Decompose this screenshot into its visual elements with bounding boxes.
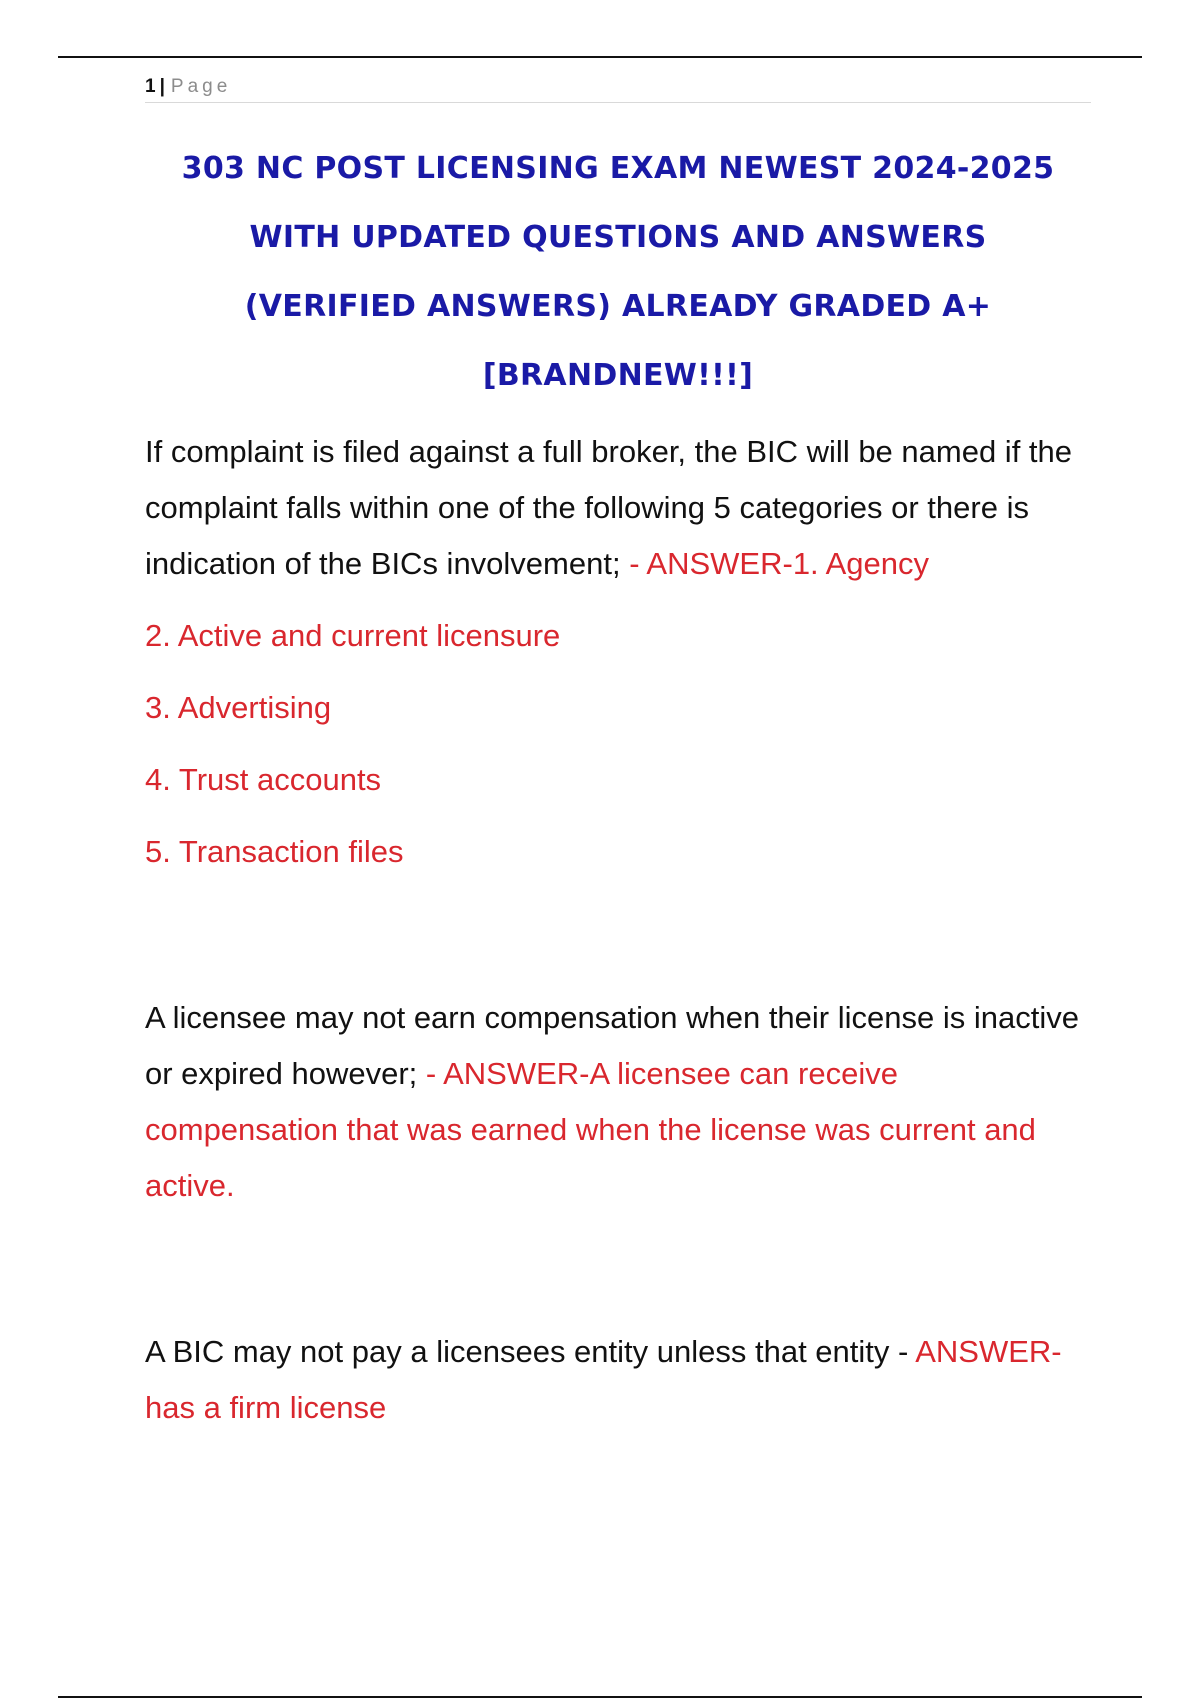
qa-item-2 [145,990,1095,1214]
page-separator: | [159,76,165,97]
title-line-1: 303 NC POST LICENSING EXAM NEWEST 2024-2025 [181,151,1055,186]
top-rule [58,56,1142,58]
answer-list-item: 3. Advertising [145,690,332,725]
question-text: If complaint is filed against a full broker, the BIC will be named if the complaint falls within one of the following 5 categories or there is indication of the BICs involvement; [145,434,1073,581]
title-line-3: (VERIFIED ANSWERS) ALREADY GRADED A+ [244,289,992,324]
answer-text: - ANSWER-A licensee can receive compensation that was earned when the license was current and active. [145,1056,1036,1203]
answer-list-item: 4. Trust accounts [145,762,382,797]
bottom-rule [58,1696,1142,1698]
answer-text: - ANSWER-1. Agency [629,546,929,581]
title-line-4: [BRANDNEW!!!] [482,358,754,393]
question-text: A BIC may not pay a licensees entity unless that entity - [145,1334,916,1369]
question-text: A licensee may not earn compensation when their license is inactive or expired however; [145,1000,1079,1091]
answer-text: ANSWER-has a firm license [145,1334,1062,1425]
page-header [145,74,1091,103]
qa-content [145,424,1095,1436]
document-title [145,134,1091,410]
page-number: 1 [145,76,156,97]
answer-list-item: 2. Active and current licensure [145,618,561,653]
answer-list-item: 5. Transaction files [145,834,404,869]
qa-item-3 [145,1324,1095,1436]
qa-item-1 [145,424,1095,592]
title-line-2: WITH UPDATED QUESTIONS AND ANSWERS [249,220,987,255]
page-label: Page [170,76,232,97]
